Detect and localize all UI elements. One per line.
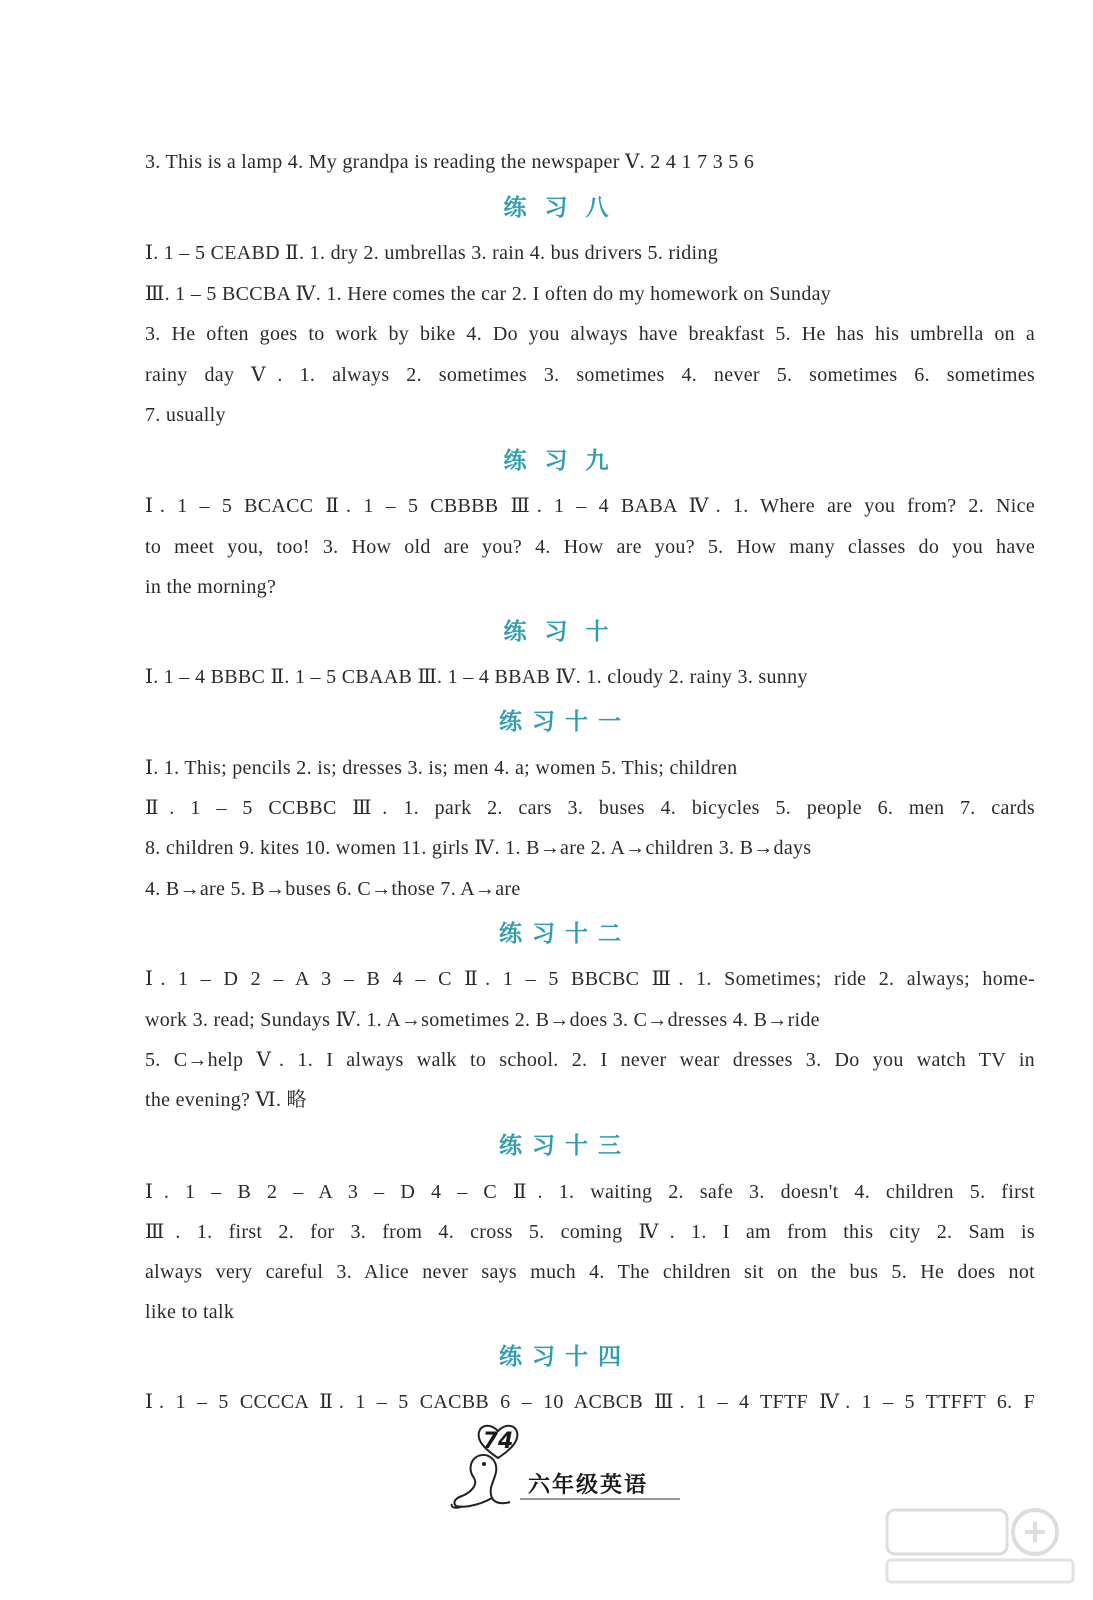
- seal-mascot-icon: [448, 1448, 518, 1510]
- answer-line: Ⅰ. 1 – 5 CEABD Ⅱ. 1. dry 2. umbrellas 3. rain 4. bus drivers 5. riding: [145, 242, 718, 264]
- answer-line: 3. He often goes to work by bike 4. Do you always have breakfast 5. He has his umbrella on a: [145, 323, 1035, 345]
- answer-line: Ⅰ. 1 – 4 BBBC Ⅱ. 1 – 5 CBAAB Ⅲ. 1 – 4 BBAB Ⅳ. 1. cloudy 2. rainy 3. sunny: [145, 666, 808, 688]
- section-heading-11: 练习十一: [499, 709, 631, 735]
- answer-line: always very careful 3. Alice never says much 4. The children sit on the bus 5. He does not: [145, 1261, 1035, 1283]
- answer-line: 4. B→are 5. B→buses 6. C→those 7. A→are: [145, 878, 521, 900]
- answer-line: Ⅰ. 1 – D 2 – A 3 – B 4 – C Ⅱ. 1 – 5 BBCBC Ⅲ. 1. Sometimes; ride 2. always; home-: [145, 968, 1035, 990]
- footer-rule: [520, 1498, 680, 1500]
- answer-line: to meet you, too! 3. How old are you? 4. How are you? 5. How many classes do you have: [145, 536, 1035, 558]
- page-number: 74: [482, 1429, 514, 1454]
- section-heading-13: 练习十三: [499, 1133, 631, 1159]
- answer-line: Ⅰ. 1 – 5 BCACC Ⅱ. 1 – 5 CBBBB Ⅲ. 1 – 4 BABA Ⅳ. 1. Where are you from? 2. Nice: [145, 495, 1035, 517]
- answer-line: Ⅲ. 1 – 5 BCCBA Ⅳ. 1. Here comes the car 2. I often do my homework on Sunday: [145, 283, 832, 305]
- answer-line: Ⅱ. 1 – 5 CCBBC Ⅲ. 1. park 2. cars 3. buses 4. bicycles 5. people 6. men 7. cards: [145, 797, 1035, 819]
- section-heading-14: 练习十四: [499, 1344, 631, 1370]
- answer-line: the evening? Ⅵ. 略: [145, 1089, 307, 1111]
- answer-line: 8. children 9. kites 10. women 11. girls Ⅳ. 1. B→are 2. A→children 3. B→days: [145, 837, 812, 859]
- answer-line: like to talk: [145, 1301, 235, 1323]
- section-heading-8: 练习八: [503, 195, 627, 221]
- section-heading-9: 练习九: [503, 448, 627, 474]
- answer-line: Ⅲ. 1. first 2. for 3. from 4. cross 5. coming Ⅳ. 1. I am from this city 2. Sam is: [145, 1221, 1035, 1243]
- watermark-logo-icon: [885, 1506, 1075, 1586]
- book-label: 六年级英语: [528, 1473, 649, 1498]
- answer-line: in the morning?: [145, 576, 277, 598]
- answer-line: work 3. read; Sundays Ⅳ. 1. A→sometimes 2. B→does 3. C→dresses 4. B→ride: [145, 1009, 820, 1031]
- answer-line: Ⅰ. 1 – B 2 – A 3 – D 4 – C Ⅱ. 1. waiting 2. safe 3. doesn't 4. children 5. first: [145, 1181, 1035, 1203]
- answer-line: Ⅰ. 1. This; pencils 2. is; dresses 3. is; men 4. a; women 5. This; children: [145, 757, 738, 779]
- answer-line: 7. usually: [145, 404, 226, 426]
- answer-line: 5. C→help Ⅴ. 1. I always walk to school. 2. I never wear dresses 3. Do you watch TV in: [145, 1049, 1035, 1071]
- section-heading-10: 练习十: [503, 619, 627, 645]
- answer-line: rainy day Ⅴ. 1. always 2. sometimes 3. sometimes 4. never 5. sometimes 6. sometimes: [145, 364, 1035, 386]
- answer-line: 3. This is a lamp 4. My grandpa is reading the newspaper Ⅴ. 2 4 1 7 3 5 6: [145, 151, 755, 173]
- section-heading-12: 练习十二: [499, 921, 631, 947]
- answer-line: Ⅰ. 1 – 5 CCCCA Ⅱ. 1 – 5 CACBB 6 – 10 ACBCB Ⅲ. 1 – 4 TFTF Ⅳ. 1 – 5 TTFFT 6. F: [145, 1391, 1035, 1413]
